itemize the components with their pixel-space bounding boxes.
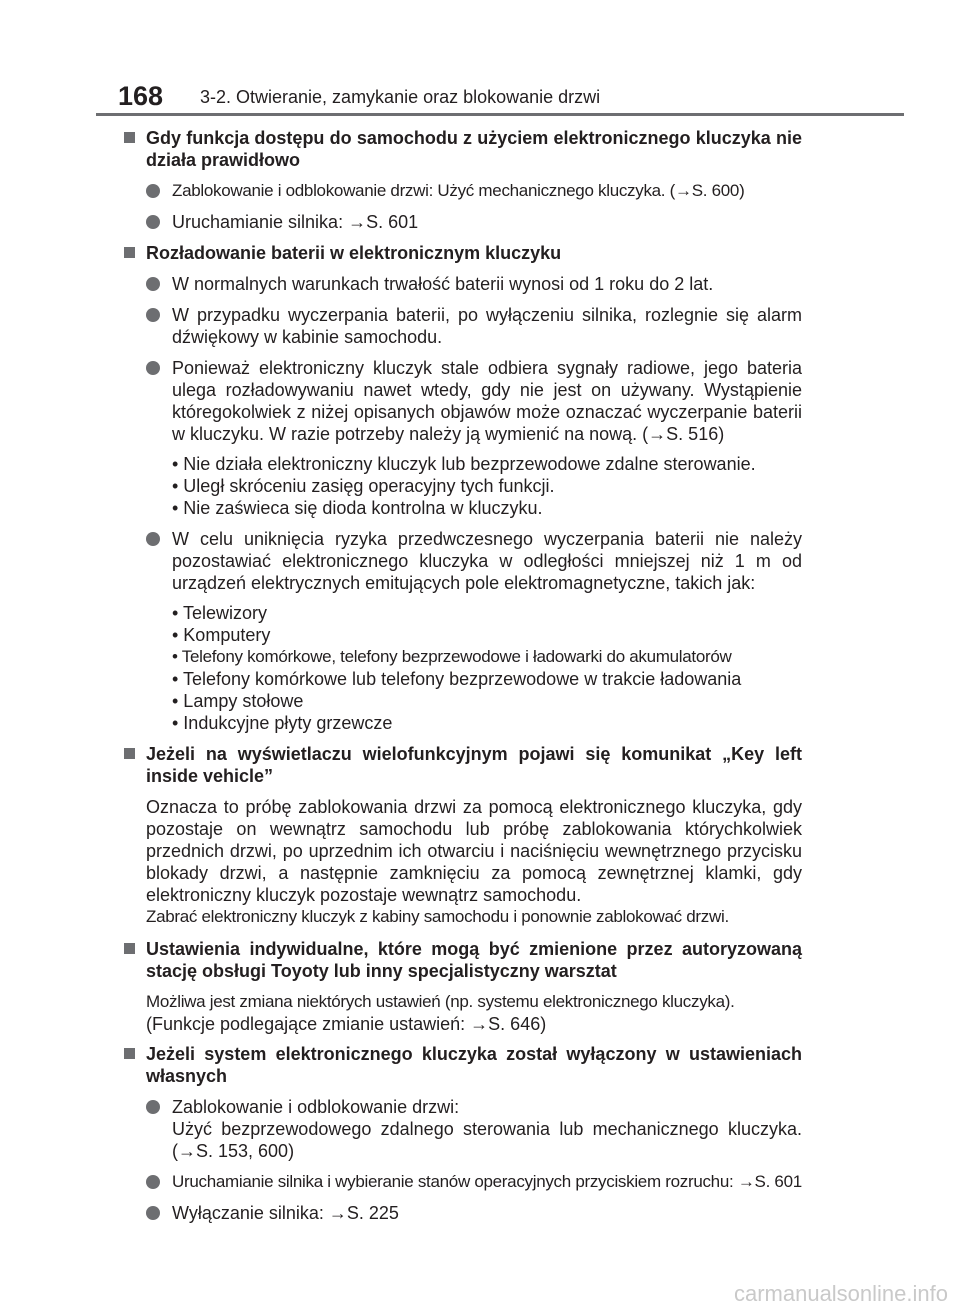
sub-bullet: • Uległ skróceniu zasięg operacyjny tych funkcji. xyxy=(172,476,555,496)
circle-bullet-icon xyxy=(146,361,160,375)
circle-bullet-icon xyxy=(146,1175,160,1189)
list-item xyxy=(122,1096,802,1162)
circle-bullet-icon xyxy=(146,1100,160,1114)
item-text: Uruchamianie silnika i wybieranie stanów operacyjnych przyciskiem rozruchu: →S. 601 xyxy=(172,1172,802,1191)
sub-bullet: • Nie działa elektroniczny kluczyk lub bezprzewodowe zdalne sterowanie. xyxy=(172,454,756,474)
list-item xyxy=(122,180,802,202)
list-item xyxy=(122,1171,802,1193)
circle-bullet-icon xyxy=(146,532,160,546)
sub-bullet: • Indukcyjne płyty grzewcze xyxy=(172,713,393,733)
watermark: carmanualsonline.info xyxy=(733,1281,948,1306)
sub-bullet: • Telefony komórkowe, telefony bezprzewodowe i ładowarki do akumulatorów xyxy=(172,647,732,666)
item-text: W normalnych warunkach trwałość baterii wynosi od 1 roku do 2 lat. xyxy=(172,274,714,294)
paragraph xyxy=(122,991,802,1035)
section-title: Jeżeli na wyświetlaczu wielofunkcyjnym pojawi się komunikat „Key left inside vehicle” xyxy=(146,744,802,786)
circle-bullet-icon xyxy=(146,1206,160,1220)
circle-bullet-icon xyxy=(146,215,160,229)
list-item xyxy=(122,304,802,348)
sub-bullet: • Telefony komórkowe lub telefony bezprzewodowe w trakcie ładowania xyxy=(172,669,742,689)
item-text: W przypadku wyczerpania baterii, po wyłączeniu silnika, rozlegnie się alarm dźwiękowy w kabinie samochodu. xyxy=(172,305,802,347)
item-text: Zablokowanie i odblokowanie drzwi: xyxy=(172,1097,460,1117)
section-heading xyxy=(122,1043,802,1087)
sub-bullet: • Komputery xyxy=(172,625,271,645)
sub-bullet: • Lampy stołowe xyxy=(172,691,304,711)
sub-bullet: • Nie zaświeca się dioda kontrolna w kluczyku. xyxy=(172,498,543,518)
section-heading xyxy=(122,743,802,787)
list-item xyxy=(122,211,802,233)
item-text: Zablokowanie i odblokowanie drzwi: Użyć mechanicznego kluczyka. (→S. 600) xyxy=(172,181,745,200)
item-text: Wyłączanie silnika: →S. 225 xyxy=(172,1203,399,1223)
square-bullet-icon xyxy=(124,247,135,258)
square-bullet-icon xyxy=(124,943,135,954)
list-item xyxy=(122,1202,802,1224)
section-title: Jeżeli system elektronicznego kluczyka został wyłączony w ustawieniach własnych xyxy=(146,1044,802,1086)
list-item xyxy=(122,357,802,445)
paragraph: Oznacza to próbę zablokowania drzwi za pomocą elektronicznego kluczyka, gdy pozostaje on wewnątrz samochodu lub próbę zablokowania którychkolwiek przednich drzwi, po uprzednim ich otwarciu i naciśnięciu wewnętrznego przycisku blokady drzwi, a następnie zamknięciu za pomocą zewnętrznej klamki, gdy elektroniczny kluczyk pozostaje wewnątrz samochodu. xyxy=(146,797,802,905)
section-heading xyxy=(122,242,802,264)
item-text: Użyć bezprzewodowego zdalnego sterowania lub mechanicznego kluczyka. (→S. 153, 600) xyxy=(172,1119,802,1161)
page-number: 168 xyxy=(118,81,164,111)
section-title: Rozładowanie baterii w elektronicznym kluczyku xyxy=(146,243,562,263)
section-heading xyxy=(122,127,802,171)
item-text: Uruchamianie silnika: →S. 601 xyxy=(172,212,419,232)
list-item xyxy=(122,528,802,594)
chapter-title: 3-2. Otwieranie, zamykanie oraz blokowanie drzwi xyxy=(200,87,601,107)
circle-bullet-icon xyxy=(146,308,160,322)
list-item xyxy=(122,273,802,295)
paragraph-line: (Funkcje podlegające zmianie ustawień: →S. 646) xyxy=(146,1014,547,1034)
item-text: W celu uniknięcia ryzyka przedwczesnego wyczerpania baterii nie należy pozostawiać elektronicznego kluczyka w odległości mniejszej niż 1 m od urządzeń elektrycznych emitujących pole elektromagnetyczne, takich jak: xyxy=(172,529,802,593)
section-title: Gdy funkcja dostępu do samochodu z użyciem elektronicznego kluczyka nie działa prawidłowo xyxy=(146,128,802,170)
square-bullet-icon xyxy=(124,748,135,759)
paragraph-line: Możliwa jest zmiana niektórych ustawień (np. systemu elektronicznego kluczyka). xyxy=(146,992,735,1011)
paragraph: Zabrać elektroniczny kluczyk z kabiny samochodu i ponownie zablokować drzwi. xyxy=(146,907,729,926)
item-text: Ponieważ elektroniczny kluczyk stale odbiera sygnały radiowe, jego bateria ulega rozładowywaniu nawet wtedy, gdy nie jest on używany. Wystąpienie któregokolwiek z niżej opisanych objawów może oznaczać wyczerpanie baterii w kluczyku. W razie potrzeby należy ją wymienić na nową. (→S. 516) xyxy=(172,358,802,444)
circle-bullet-icon xyxy=(146,184,160,198)
square-bullet-icon xyxy=(124,132,135,143)
section-heading xyxy=(122,938,802,982)
header-rule xyxy=(96,113,904,116)
square-bullet-icon xyxy=(124,1048,135,1059)
circle-bullet-icon xyxy=(146,277,160,291)
sub-bullet: • Telewizory xyxy=(172,603,268,623)
section-title: Ustawienia indywidualne, które mogą być zmienione przez autoryzowaną stację obsługi Toyoty lub inny specjalistyczny warsztat xyxy=(146,939,802,981)
page-content xyxy=(122,127,802,1233)
